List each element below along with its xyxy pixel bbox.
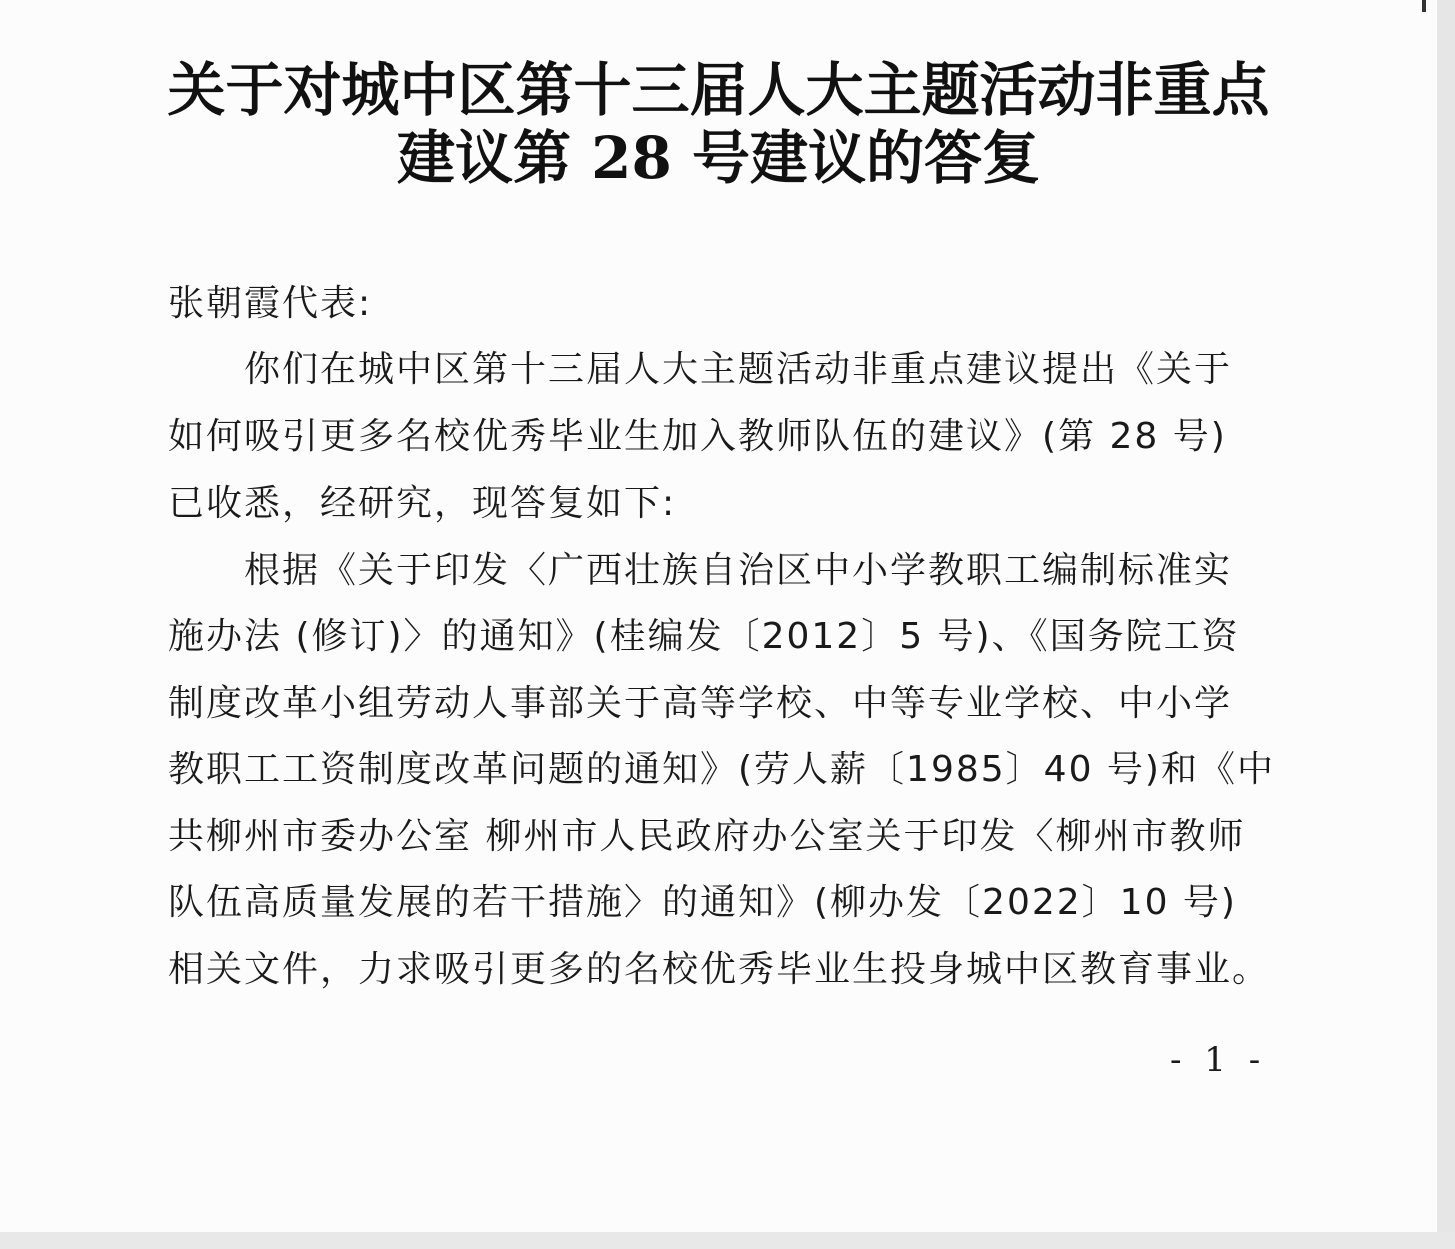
paragraph2-line7: 相关文件，力求吸引更多的名校优秀毕业生投身城中区教育事业。 — [168, 949, 1271, 990]
salutation: 张朝霞代表: — [168, 283, 373, 324]
title-line-2: 建议第 28 号建议的答复 — [396, 124, 1041, 192]
title-line-1: 关于对城中区第十三届人大主题活动非重点 — [167, 56, 1270, 124]
paragraph2-line5: 共柳州市委办公室 柳州市人民政府办公室关于印发〈柳州市教师 — [168, 816, 1246, 857]
paragraph1-line3: 已收悉，经研究，现答复如下: — [168, 483, 677, 524]
paragraph2-line1: 根据《关于印发〈广西壮族自治区中小学教职工编制标准实 — [244, 550, 1233, 591]
scan-edge-bottom — [0, 1232, 1455, 1249]
paragraph1-line1: 你们在城中区第十三届人大主题活动非重点建议提出《关于 — [244, 349, 1233, 390]
paragraph2-line3: 制度改革小组劳动人事部关于高等学校、中等专业学校、中小学 — [168, 683, 1233, 724]
paragraph1-line2: 如何吸引更多名校优秀毕业生加入教师队伍的建议》(第 28 号) — [168, 416, 1227, 457]
scan-corner-mark — [1422, 0, 1426, 12]
paragraph2-line6: 队伍高质量发展的若干措施〉的通知》(柳办发〔2022〕10 号) — [168, 882, 1237, 923]
document-title — [0, 56, 1437, 192]
paragraph2-line2: 施办法 (修订)〉的通知》(桂编发〔2012〕5 号)、《国务院工资 — [168, 616, 1240, 657]
scan-edge-right — [1437, 0, 1455, 1249]
paragraph2-line4: 教职工工资制度改革问题的通知》(劳人薪〔1985〕40 号)和《中 — [168, 749, 1275, 790]
page-number: - 1 - — [1170, 1040, 1267, 1080]
